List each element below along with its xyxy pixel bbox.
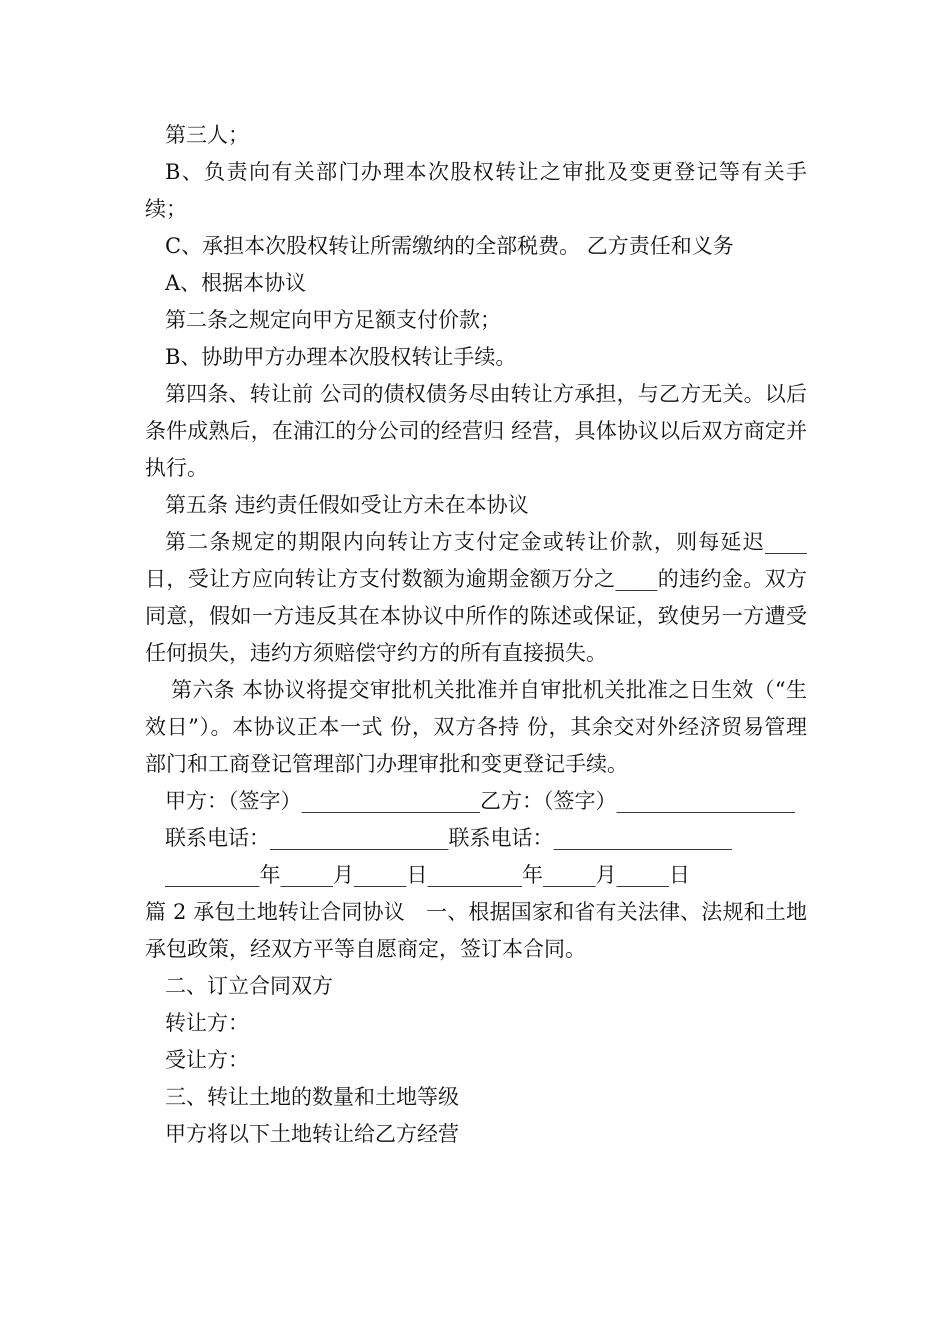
signature-line: 甲方：（签字）_________________乙方：（签字）_________________ — [165, 789, 795, 813]
document-body — [145, 117, 807, 1153]
article-6: 第六条 本协议将提交审批机关批准并自审批机关批准之日生效（“生效日”）。本协议正本一式 份，双方各持 份，其余交对外经济贸易管理部门和工商登记管理部门办理审批和变更登记手续。 — [145, 678, 807, 776]
section-heading: 篇 2 承包土地转让合同协议 一、根据国家和省有关法律、法规和土地承包政策，经双方平等自愿商定，签订本合同。 — [145, 900, 807, 961]
paragraph: 转让方： — [165, 1011, 249, 1035]
paragraph: 甲方将以下土地转让给乙方经营 — [165, 1122, 459, 1146]
paragraph: 三、转让土地的数量和土地等级 — [165, 1085, 459, 1109]
paragraph: B、负责向有关部门办理本次股权转让之审批及变更登记等有关手续； — [145, 160, 807, 221]
article-4: 第四条、转让前 公司的债权债务尽由转让方承担，与乙方无关。以后条件成熟后，在浦江的分公司的经营归 经营，具体协议以后双方商定并执行。 — [145, 382, 807, 480]
article-5-heading: 第五条 违约责任假如受让方未在本协议 — [165, 493, 529, 517]
paragraph: 受让方： — [165, 1048, 249, 1072]
paragraph: 第三人； — [165, 123, 249, 147]
paragraph: 二、订立合同双方 — [165, 974, 333, 998]
article-5-body: 第二条规定的期限内向转让方支付定金或转让价款，则每延迟____日，受让方应向转让方支付数额为逾期金额万分之____的违约金。双方同意，假如一方违反其在本协议中所作的陈述或保证，致使另一方遭受任何损失，违约方须赔偿守约方的所有直接损失。 — [145, 530, 807, 665]
paragraph: C、承担本次股权转让所需缴纳的全部税费。 乙方责任和义务 — [165, 234, 734, 258]
paragraph: A、根据本协议 — [165, 271, 307, 295]
date-line: _________年_____月_____日_________年_____月_____日 — [165, 863, 690, 887]
phone-line: 联系电话：_________________联系电话：_________________ — [165, 826, 732, 850]
paragraph: 第二条之规定向甲方足额支付价款； — [165, 308, 501, 332]
paragraph: B、协助甲方办理本次股权转让手续。 — [165, 345, 517, 369]
